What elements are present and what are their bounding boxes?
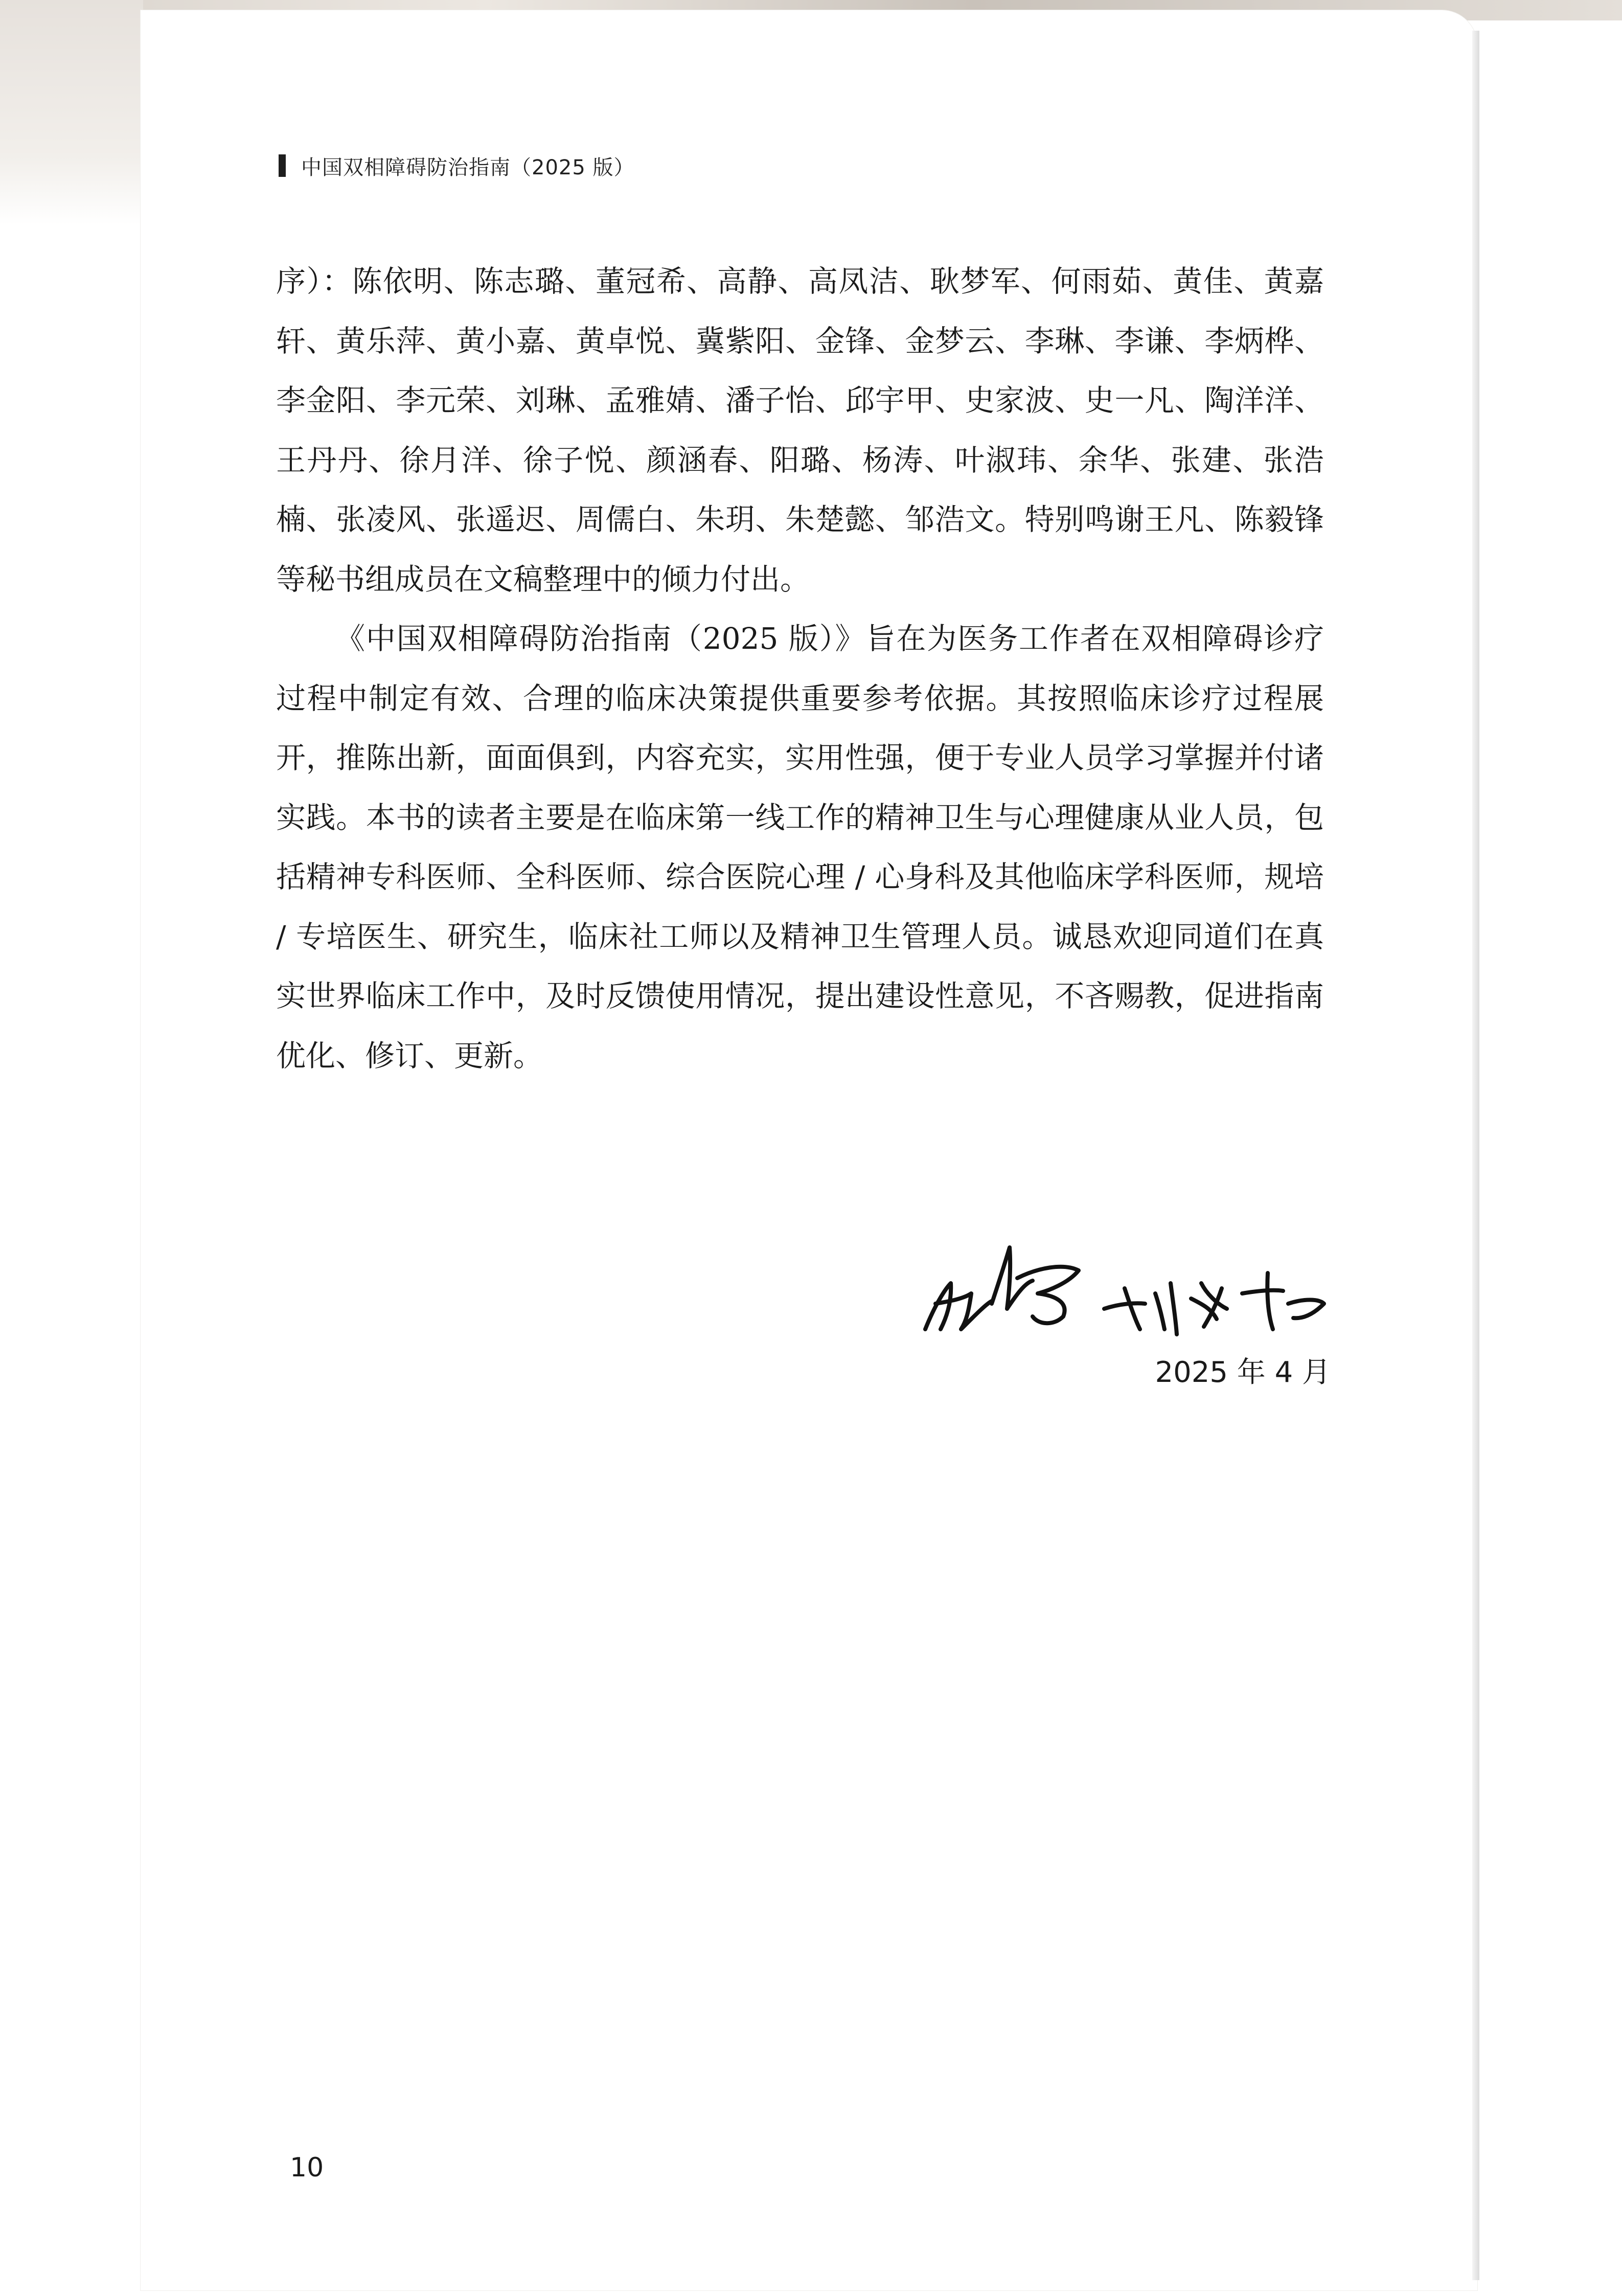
page-number: 10	[290, 2152, 324, 2183]
signature-1-stroke-a	[925, 1283, 951, 1329]
signature-2-stroke-b	[1155, 1283, 1177, 1334]
handwritten-signatures	[915, 1227, 1334, 1360]
page-edge	[1472, 31, 1479, 2280]
date-line: 2025 年 4 月	[1155, 1356, 1331, 1389]
header-marker	[279, 154, 286, 177]
signature-2-stroke-c	[1191, 1283, 1227, 1327]
signature-1-stroke-d	[1017, 1267, 1079, 1323]
signature-2-stroke-a	[1104, 1288, 1145, 1329]
paragraph-acknowledgements: 序）：陈依明、陈志璐、董冠希、高静、高凤洁、耿梦军、何雨茹、黄佳、黄嘉轩、黄乐萍、黄小嘉、黄卓悦、冀紫阳、金锋、金梦云、李琳、李谦、李炳桦、李金阳、李元荣、刘琳、孟雅婧、潘子怡、邱宇甲、史家波、史一凡、陶洋洋、王丹丹、徐月洋、徐子悦、颜涵春、阳璐、杨涛、叶淑玮、余华、张建、张浩楠、张凌风、张遥迟、周儒白、朱玥、朱楚懿、邹浩文。特别鸣谢王凡、陈毅锋等秘书组成员在文稿整理中的倾力付出。	[276, 264, 1324, 597]
signature-1-stroke-c	[992, 1247, 1033, 1309]
paragraph-purpose: 《中国双相障碍防治指南（2025 版）》旨在为医务工作者在双相障碍诊疗过程中制定有效、合理的临床决策提供重要参考依据。其按照临床诊疗过程展开，推陈出新，面面俱到，内容充实，实用性强，便于专业人员学习掌握并付诸实践。本书的读者主要是在临床第一线工作的精神卫生与心理健康从业人员，包括精神专科医师、全科医师、综合医院心理 / 心身科及其他临床学科医师，规培 / 专培医生、研究生，临床社工师以及精神卫生管理人员。诚恳欢迎同道们在真实世界临床工作中，及时反馈使用情况，提出建设性意见，不吝赐教，促进指南优化、修订、更新。	[276, 621, 1324, 1073]
running-header	[279, 151, 635, 180]
photo-background-left	[0, 0, 143, 225]
signature-2-stroke-d	[1242, 1273, 1324, 1329]
body-text	[276, 252, 1324, 1085]
header-title: 中国双相障碍防治指南（2025 版）	[301, 155, 635, 179]
